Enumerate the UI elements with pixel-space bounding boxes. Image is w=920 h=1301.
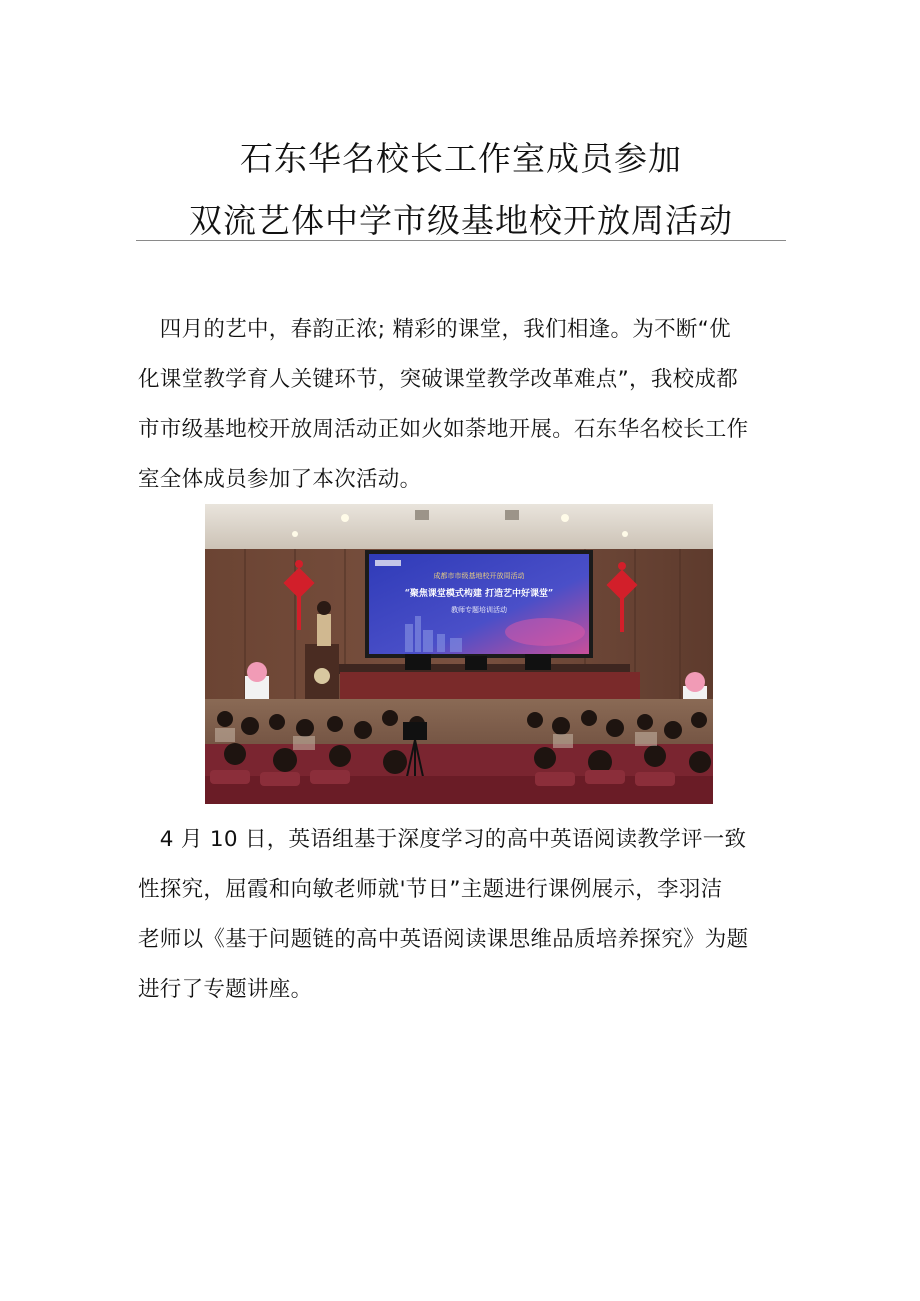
paragraph-line: 4 月 10 日，英语组基于深度学习的高中英语阅读教学评一致 [138, 827, 747, 852]
screen-text-line-2: “聚焦课堂模式构建 打造艺中好课堂” [404, 589, 554, 599]
title-line-2: 双流艺体中学市级基地校开放周活动 [189, 201, 733, 240]
screen-text-line-3: 教师专题培训活动 [451, 606, 507, 614]
paragraph-line: 老师以《基于问题链的高中英语阅读课思维品质培养探究》为题 [138, 927, 749, 952]
paragraph-english-group [138, 815, 786, 1015]
paragraph-line: 化课堂教学育人关键环节，突破课堂教学改革难点”，我校成都 [138, 367, 739, 392]
paragraph-line: 性探究，屈霞和向敏老师就'节日”主题进行课例展示，李羽洁 [138, 877, 723, 902]
paragraph-line: 四月的艺中，春韵正浓; 精彩的课堂，我们相逢。为不断“优 [138, 317, 731, 342]
paragraph-intro [138, 305, 786, 505]
title-line-1: 石东华名校长工作室成员参加 [240, 139, 682, 178]
screen-text-line-1: 成都市市级基地校开放周活动 [433, 572, 525, 580]
paragraph-line: 市市级基地校开放周活动正如火如荼地开展。石东华名校长工作 [138, 417, 749, 442]
document-title [136, 128, 786, 252]
paragraph-line: 室全体成员参加了本次活动。 [138, 467, 422, 492]
paragraph-line: 进行了专题讲座。 [138, 977, 313, 1002]
title-underline [136, 240, 786, 241]
event-photo [205, 504, 713, 804]
